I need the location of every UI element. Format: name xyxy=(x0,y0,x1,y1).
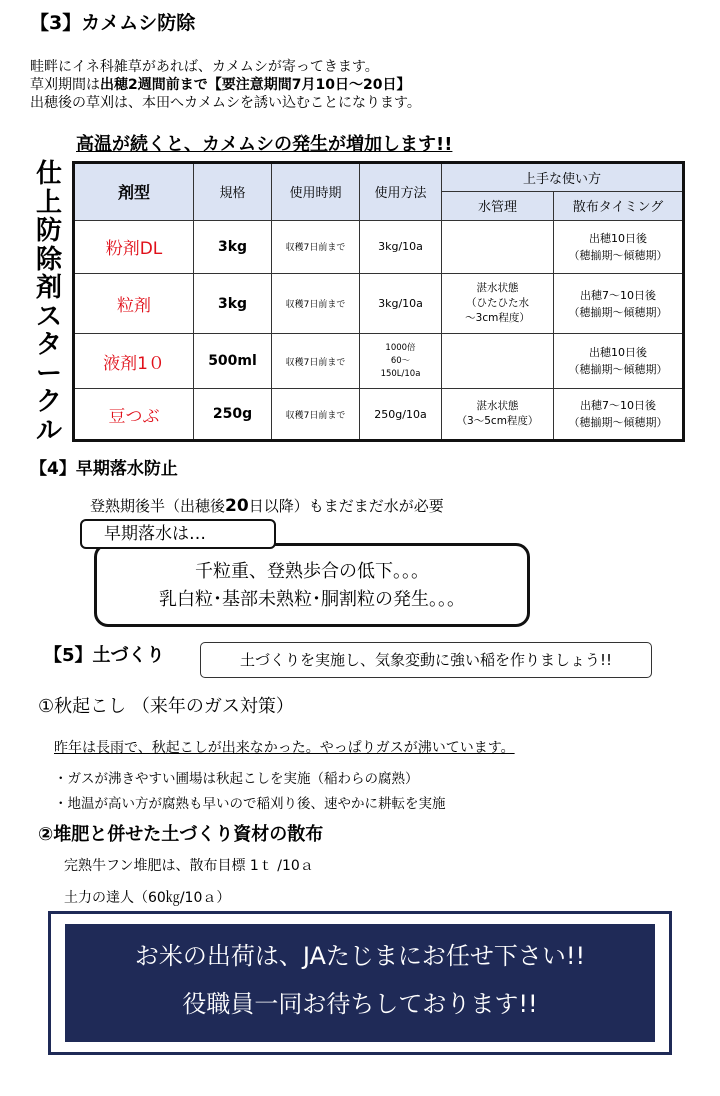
product-method: 1000倍 60～ 150L/10a xyxy=(360,333,442,389)
product-spec: 500ml xyxy=(194,333,272,389)
banner-line2: 役職員一同お待ちしております!! xyxy=(182,990,538,1018)
banner-panel xyxy=(65,924,655,1042)
product-spec: 250g xyxy=(194,389,272,441)
product-name: 粉剤DL xyxy=(74,220,194,274)
section5-title: 【5】土づくり xyxy=(44,645,165,666)
header-period: 使用時期 xyxy=(272,163,360,221)
subsection1-note: 昨年は長雨で、秋起こしが出来なかった。やっぱりガスが沸いています。 xyxy=(54,740,515,756)
callout-line2: 乳白粒･基部未熟粒･胴割粒の発生。。。 xyxy=(159,589,465,610)
callout-line1: 千粒重、登熟歩合の低下。。。 xyxy=(195,561,429,582)
product-method: 3kg/10a xyxy=(360,274,442,334)
pesticide-table xyxy=(72,161,685,442)
product-name: 粒剤 xyxy=(74,274,194,334)
bullet-item: ・地温が高い方が腐熟も早いので稲刈り後、速やかに耕転を実施 xyxy=(54,796,446,812)
product-timing: 出穂7～10日後 （穂揃期～傾穂期） xyxy=(554,389,684,441)
section4-title: 【4】早期落水防止 xyxy=(30,459,178,479)
product-name: 液剤1０ xyxy=(74,333,194,389)
subsection2-title: ②堆肥と併せた土づくり資材の散布 xyxy=(38,824,324,845)
bullet-item: ・ガスが沸きやすい圃場は秋起こしを実施（稲わらの腐熟） xyxy=(54,771,419,787)
header-water: 水管理 xyxy=(442,191,554,220)
callout-tab: 早期落水は… xyxy=(80,519,276,549)
section4-line: 登熟期後半（出穂後20日以降）もまだまだ水が必要 xyxy=(90,496,444,516)
product-spec: 3kg xyxy=(194,274,272,334)
header-method: 使用方法 xyxy=(360,163,442,221)
soil-slogan-box: 土づくりを実施し、気象変動に強い稲を作りましょう!! xyxy=(200,642,652,678)
product-spec: 3kg xyxy=(194,220,272,274)
product-period: 収穫7日前まで xyxy=(272,333,360,389)
section3-paragraph xyxy=(30,58,421,112)
table-row xyxy=(74,389,684,441)
closing-banner xyxy=(48,911,672,1055)
header-timing: 散布タイミング xyxy=(554,191,684,220)
header-spec: 規格 xyxy=(194,163,272,221)
material-line: 土力の達人（60㎏/10ａ） xyxy=(64,890,231,906)
vertical-product-title: 仕 上 防 除 剤 ス タ ー ク ル xyxy=(35,159,62,446)
product-name: 豆つぶ xyxy=(74,389,194,441)
table-row xyxy=(74,274,684,334)
subsection1-title: ①秋起こし （来年のガス対策） xyxy=(38,696,294,717)
table-row xyxy=(74,220,684,274)
product-water: 湛水状態 （ひたひた水 ～3cm程度） xyxy=(442,274,554,334)
table-row xyxy=(74,333,684,389)
high-temp-warning: 高温が続くと、カメムシの発生が増加します!! xyxy=(76,134,453,155)
product-timing: 出穂7～10日後 （穂揃期～傾穂期） xyxy=(554,274,684,334)
product-period: 収穫7日前まで xyxy=(272,220,360,274)
section3-title: 【3】カメムシ防除 xyxy=(30,12,196,34)
section3-line1: 畦畔にイネ科雑草があれば、カメムシが寄ってきます。 xyxy=(30,59,379,75)
product-period: 収穫7日前まで xyxy=(272,274,360,334)
compost-line: 完熟牛フン堆肥は、散布目標 1ｔ /10ａ xyxy=(64,858,314,874)
section3-line3: 出穂後の草刈は、本田へカメムシを誘い込むことになります。 xyxy=(30,95,421,111)
product-timing: 出穂10日後 （穂揃期～傾穂期） xyxy=(554,220,684,274)
product-water xyxy=(442,220,554,274)
product-period: 収穫7日前まで xyxy=(272,389,360,441)
banner-line1: お米の出荷は、JAたじまにお任せ下さい!! xyxy=(134,942,586,970)
header-howto: 上手な使い方 xyxy=(442,163,684,192)
product-timing: 出穂10日後 （穂揃期～傾穂期） xyxy=(554,333,684,389)
header-type: 剤型 xyxy=(74,163,194,221)
callout-bubble xyxy=(94,543,530,627)
section3-line2: 草刈期間は出穂2週間前まで【要注意期間7月10日～20日】 xyxy=(30,77,411,93)
product-method: 250g/10a xyxy=(360,389,442,441)
product-water: 湛水状態 （3～5cm程度） xyxy=(442,389,554,441)
product-water xyxy=(442,333,554,389)
product-method: 3kg/10a xyxy=(360,220,442,274)
